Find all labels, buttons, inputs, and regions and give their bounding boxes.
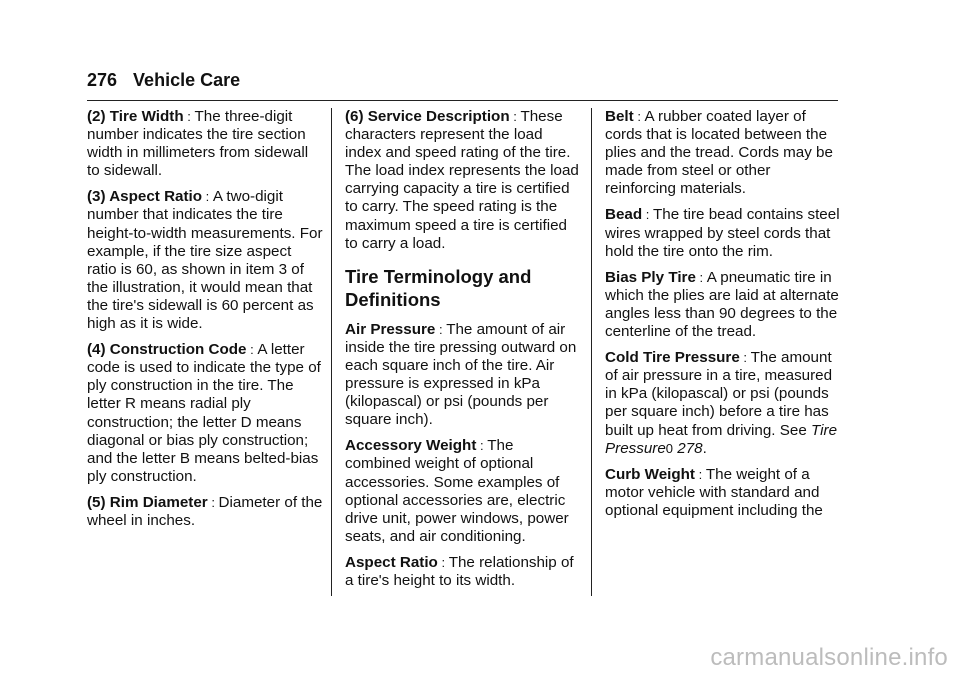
- definition-entry: Air Pressure : The amount of air inside the tire pressing outward on each square inch of the tire. Air pressure is expressed in kPa (kilopascal) or psi (pounds per square inch).: [345, 320, 577, 429]
- definition-term: Aspect Ratio: [345, 553, 438, 571]
- definition-text: A rubber coated layer of cords that is located between the plies and the tread. Cords may be made from steel or other reinforcing materials.: [605, 108, 833, 198]
- definition-term: Belt: [605, 108, 634, 125]
- definition-text: The combined weight of optional accessories. Some examples of optional accessories are, electric drive unit, power windows, power seats, and air conditioning.: [345, 437, 569, 545]
- watermark: carmanualsonline.info: [710, 644, 948, 671]
- definition-text: The relationship of a tire's height to its width.: [345, 553, 574, 589]
- definition-entry: (5) Rim Diameter : Diameter of the wheel in inches.: [87, 493, 323, 529]
- page-header: [87, 70, 240, 91]
- page-number: 276: [87, 70, 118, 90]
- definition-entry: Bias Ply Tire : A pneumatic tire in which the plies are laid at alternate angles less than 90 degrees to the centerline of the tread.: [605, 268, 839, 341]
- definition-entry: (6) Service Description : These characters represent the load index and speed rating of the tire. The load index represents the load carrying capacity a tire is certified to carry. The speed rating is the maximum speed a tire is certified to carry a load.: [345, 108, 579, 252]
- column-2: [345, 108, 581, 598]
- definition-term: Curb Weight: [605, 465, 695, 483]
- section-title: Vehicle Care: [133, 70, 241, 90]
- definition-text: The amount of air inside the tire pressing outward on each square inch of the tire. Air pressure is expressed in kPa (kilopascal) or psi (pounds per square inch).: [345, 320, 577, 429]
- definition-entry: Accessory Weight : The combined weight of optional accessories. Some examples of optional accessories are, electric drive unit, power windows, power seats, and air conditioning.: [345, 437, 569, 545]
- column-divider: [331, 108, 332, 596]
- definition-term: Accessory Weight: [345, 437, 477, 455]
- definition-term: (3) Aspect Ratio: [87, 188, 203, 206]
- definition-text: The amount of air pressure in a tire, measured in kPa (kilopascal) or psi (pounds per square inch) before a tire has built up heat from driving. See: [605, 349, 833, 439]
- cross-reference-link[interactable]: Tire Pressure: [605, 421, 838, 457]
- definition-text: These characters represent the load index and speed rating of the tire. The load index represents the load carrying capacity a tire is certified to carry. The speed rating is the maximum speed a tire is certified to carry a load.: [345, 108, 579, 252]
- definition-term: Cold Tire Pressure: [605, 349, 740, 367]
- definition-entry: Bead : The tire bead contains steel wires wrapped by steel cords that hold the tire onto the rim.: [605, 206, 840, 260]
- definition-text: The weight of a motor vehicle with standard and optional equipment including the: [605, 465, 823, 519]
- definition-term: (2) Tire Width: [87, 108, 184, 125]
- column-3: [605, 108, 841, 528]
- definition-term: (4) Construction Code: [87, 341, 247, 359]
- definition-entry: Curb Weight : The weight of a motor vehicle with standard and optional equipment including the: [605, 465, 823, 519]
- definition-entry: Aspect Ratio : The relationship of a tire's height to its width.: [345, 553, 574, 589]
- definition-text: The tire bead contains steel wires wrapped by steel cords that hold the tire onto the rim.: [605, 206, 840, 260]
- definition-text: Diameter of the wheel in inches.: [87, 493, 323, 529]
- definition-entry: (2) Tire Width : The three-digit number indicates the tire section width in millimeters from sidewall to sidewall.: [87, 108, 309, 180]
- definition-entry: (4) Construction Code : A letter code is used to indicate the type of ply construction in the tire. The letter R means radial ply construction; the letter D means diagonal or bias ply construction; and the letter B means belted-bias ply construction.: [87, 341, 321, 485]
- page-reference-icon: 0: [665, 440, 674, 456]
- definition-text: A letter code is used to indicate the type of ply construction in the tire. The letter R means radial ply construction; the letter D means diagonal or bias ply construction; and the letter B means belted-bias ply construction.: [87, 341, 321, 485]
- column-divider: [591, 108, 592, 596]
- definition-term: (5) Rim Diameter: [87, 493, 208, 511]
- definition-entry: Cold Tire Pressure : The amount of air pressure in a tire, measured in kPa (kilopascal) or psi (pounds per square inch) before a tire has built up heat from driving. See Tire Pressure0 278.: [605, 349, 838, 457]
- definition-entry: Belt : A rubber coated layer of cords that is located between the plies and the tread. Cords may be made from steel or other reinforcing materials.: [605, 108, 833, 198]
- header-rule: [87, 100, 838, 101]
- definition-term: Air Pressure: [345, 320, 436, 338]
- column-1: [87, 108, 323, 538]
- definition-text: A pneumatic tire in which the plies are laid at alternate angles less than 90 degrees to the centerline of the tread.: [605, 268, 839, 341]
- sentence-end: .: [702, 439, 707, 457]
- definition-entry: (3) Aspect Ratio : A two-digit number that indicates the tire height-to-width measurements. For example, if the tire size aspect ratio is 60, as shown in item 3 of the illustration, it would mean that the tire's sidewall is 60 percent as high as it is wide.: [87, 188, 323, 333]
- definition-term: (6) Service Description: [345, 108, 510, 125]
- definition-term: Bias Ply Tire: [605, 268, 696, 286]
- definition-text: A two-digit number that indicates the tire height-to-width measurements. For example, if the tire size aspect ratio is 60, as shown in item 3 of the illustration, it would mean that the tire's sidewall is 60 percent as high as it is wide.: [87, 188, 323, 333]
- definition-term: Bead: [605, 206, 643, 224]
- section-heading: Tire Terminology and Definitions: [345, 265, 532, 310]
- definition-text: The three-digit number indicates the tire section width in millimeters from sidewall to sidewall.: [87, 108, 309, 180]
- cross-reference-page[interactable]: 278: [677, 439, 703, 457]
